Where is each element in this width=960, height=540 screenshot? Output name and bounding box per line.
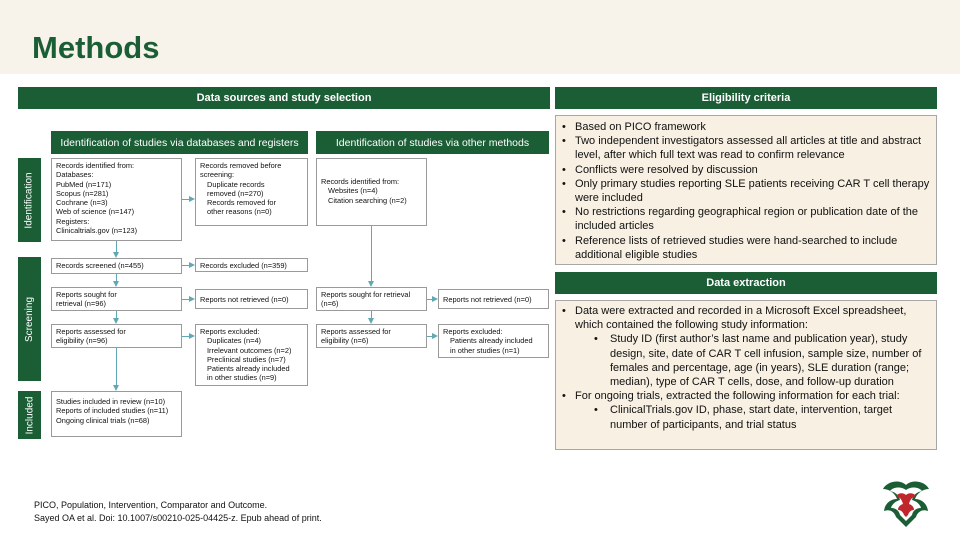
footnote: PICO, Population, Intervention, Comparator and Outcome. Sayed OA et al. Doi: 10.1007/s00210-025-04425-z. Epub ahead of print. — [34, 500, 322, 523]
connector-line — [182, 265, 189, 266]
arrow-right — [189, 333, 195, 339]
reports-not-retrieved-other-box: Reports not retrieved (n=0) — [438, 289, 549, 309]
arrow-right — [432, 296, 438, 302]
reports-excluded-other-box: Reports excluded: Patients already included in other studies (n=1) — [438, 324, 549, 358]
arrow-down — [368, 318, 374, 324]
arrow-down — [368, 281, 374, 287]
eligibility-item: • Only primary studies reporting SLE patients receiving CAR T cell therapy were included — [556, 177, 930, 205]
studies-included-box: Studies included in review (n=10) Reports of included studies (n=11) Ongoing clinical trials (n=68) — [51, 391, 182, 437]
section-header-data-sources: Data sources and study selection — [18, 87, 550, 109]
extraction-subitem: • ClinicalTrials.gov ID, phase, start date, intervention, target number of participants, and trial status — [556, 403, 930, 431]
eligibility-item: • Reference lists of retrieved studies were hand-searched to include additional eligible studies — [556, 234, 930, 262]
section-header-eligibility: Eligibility criteria — [555, 87, 937, 109]
arrow-right — [189, 296, 195, 302]
connector-line — [182, 336, 189, 337]
records-identified-db-box: Records identified from: Databases: PubMed (n=171) Scopus (n=281) Cochrane (n=3) Web of science (n=147) Registers: Clinicaltrials.gov (n=123) — [51, 158, 182, 241]
arrow-right — [189, 262, 195, 268]
records-excluded-box: Records excluded (n=359) — [195, 258, 308, 272]
extraction-item: • Data were extracted and recorded in a Microsoft Excel spreadsheet, which contained the following study information: — [556, 304, 930, 332]
connector-line — [182, 299, 189, 300]
connector-line — [116, 311, 117, 318]
connector-line — [371, 226, 372, 281]
records-removed-box: Records removed before screening: Duplicate records removed (n=270) Records removed for other reasons (n=0) — [195, 158, 308, 226]
reports-not-retrieved-db-box: Reports not retrieved (n=0) — [195, 289, 308, 309]
eligibility-panel — [555, 115, 937, 265]
subheader-other-methods: Identification of studies via other methods — [316, 131, 549, 154]
stage-identification: Identification — [18, 158, 41, 242]
reports-excluded-db-box: Reports excluded: Duplicates (n=4) Irrelevant outcomes (n=2) Preclinical studies (n=7) Patients already included in other studies (n=9) — [195, 324, 308, 386]
stage-included: Included — [18, 391, 41, 439]
eligibility-item: • Conflicts were resolved by discussion — [556, 163, 930, 177]
arrow-down — [113, 318, 119, 324]
records-screened-box: Records screened (n=455) — [51, 258, 182, 274]
connector-line — [116, 241, 117, 252]
arrow-down — [113, 252, 119, 258]
section-header-extraction: Data extraction — [555, 272, 937, 294]
extraction-item: • For ongoing trials, extracted the following information for each trial: — [556, 389, 930, 403]
eligibility-item: • Two independent investigators assessed all articles at title and abstract level, after which full text was read to confirm relevance — [556, 134, 930, 162]
arrow-down — [113, 281, 119, 287]
extraction-panel — [555, 300, 937, 450]
butterfly-logo-icon — [879, 477, 933, 531]
eligibility-item: • No restrictions regarding geographical region or publication date of the included articles — [556, 205, 930, 233]
arrow-right — [189, 196, 195, 202]
connector-line — [371, 311, 372, 318]
stage-screening: Screening — [18, 257, 41, 381]
reports-sought-other-box: Reports sought for retrieval (n=6) — [316, 287, 427, 311]
connector-line — [182, 199, 189, 200]
eligibility-item: • Based on PICO framework — [556, 120, 930, 134]
extraction-subitem: • Study ID (first author’s last name and publication year), study design, site, date of CAR T cell infusion, sample size, number of females and percentage, age (in years), SLE duration (range; median), type of CAR T cells, dose, and follow-up duration — [556, 332, 930, 389]
page-title: Methods — [32, 30, 160, 65]
arrow-down — [113, 385, 119, 391]
records-identified-other-box: Records identified from: Websites (n=4) Citation searching (n=2) — [316, 158, 427, 226]
subheader-databases: Identification of studies via databases and registers — [51, 131, 308, 154]
reports-sought-db-box: Reports sought for retrieval (n=96) — [51, 287, 182, 311]
connector-line — [116, 274, 117, 281]
reports-assessed-other-box: Reports assessed for eligibility (n=6) — [316, 324, 427, 348]
connector-line — [116, 348, 117, 385]
reports-assessed-db-box: Reports assessed for eligibility (n=96) — [51, 324, 182, 348]
arrow-right — [432, 333, 438, 339]
